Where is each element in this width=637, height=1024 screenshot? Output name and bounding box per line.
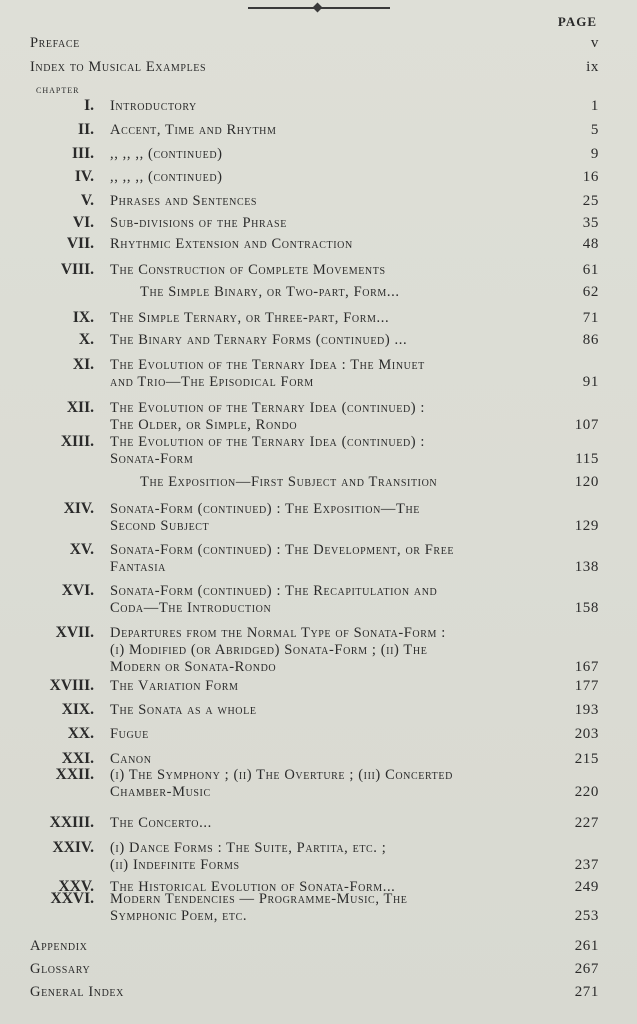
chapter-page-number: 237 <box>574 857 599 873</box>
chapter-title-line: Symphonic Poem, etc. <box>110 908 248 924</box>
chapter-number: XII. <box>66 399 94 416</box>
chapter-number: XXV. <box>58 878 94 895</box>
toc-entry-chapter <box>0 500 637 534</box>
chapter-title-line: The Concerto... <box>110 815 212 831</box>
toc-entry-chapter <box>0 701 637 718</box>
chapter-page-number: 35 <box>582 215 599 231</box>
chapter-title-line: The Older, or Simple, Rondo <box>110 417 298 433</box>
chapter-number: XX. <box>67 725 94 742</box>
chapter-title-line: Fugue <box>110 726 149 742</box>
toc-entry-chapter <box>0 433 637 467</box>
header-ornament <box>248 4 390 12</box>
chapter-title-line: Sub-divisions of the Phrase <box>110 215 287 231</box>
chapter-page-number: 167 <box>574 659 599 675</box>
chapter-page-number: 91 <box>582 374 599 390</box>
toc-entry-title: Index to Musical Examples <box>30 59 207 75</box>
chapter-number: XIV. <box>63 500 94 517</box>
chapter-page-number: 25 <box>582 193 599 209</box>
chapter-title-line: Chamber-Music <box>110 784 211 800</box>
chapter-title-line: (i) The Symphony ; (ii) The Overture ; (iii) Concerted <box>110 767 453 783</box>
chapter-number: V. <box>80 192 94 209</box>
chapter-number: XVI. <box>61 582 94 599</box>
chapter-number: XV. <box>69 541 94 558</box>
toc-entry-chapter <box>0 725 637 742</box>
chapter-title-line: The Simple Binary, or Two-part, Form... <box>140 284 400 300</box>
chapter-page-number: 5 <box>590 122 599 138</box>
toc-entry-chapter <box>0 214 637 231</box>
chapter-page-number: 1 <box>590 98 599 114</box>
chapter-page-number: 220 <box>574 784 599 800</box>
chapter-number: IV. <box>74 168 94 185</box>
chapter-number: XI. <box>72 356 94 373</box>
toc-entry-page: 261 <box>574 938 599 954</box>
chapter-title-line: ,, ,, ,, (continued) <box>110 169 223 185</box>
chapter-title-line: The Evolution of the Ternary Idea (continued) : <box>110 434 426 450</box>
toc-entry-page: 271 <box>574 984 599 1000</box>
toc-entry-chapter <box>0 331 637 348</box>
chapter-number: XXI. <box>61 750 94 767</box>
chapter-title-line: (i) Modified (or Abridged) Sonata-Form ; (ii) The <box>110 642 428 658</box>
chapter-page-number: 115 <box>575 451 599 467</box>
chapter-title-line: Introductory <box>110 98 197 114</box>
toc-entry-chapter <box>0 766 637 800</box>
chapter-title-line: The Binary and Ternary Forms (continued) ... <box>110 332 408 348</box>
toc-entry-chapter <box>0 541 637 575</box>
chapter-number: XVII. <box>55 624 94 641</box>
chapter-title-line: Sonata-Form (continued) : The Development, or Free <box>110 542 455 558</box>
chapter-title-line: Coda—The Introduction <box>110 600 272 616</box>
chapter-page-number: 227 <box>574 815 599 831</box>
chapter-number: XIX. <box>61 701 94 718</box>
toc-entry-chapter <box>0 890 637 924</box>
chapter-number: VIII. <box>60 261 94 278</box>
chapter-number: IX. <box>72 309 94 326</box>
toc-entry-chapter <box>0 309 637 326</box>
chapter-number: XXVI. <box>50 890 94 907</box>
toc-entry-chapter <box>0 750 637 767</box>
toc-entry-chapter <box>0 582 637 616</box>
toc-entry-chapter <box>0 677 637 694</box>
chapter-page-number: 48 <box>582 236 599 252</box>
chapter-number: X. <box>78 331 94 348</box>
chapter-number: VI. <box>72 214 94 231</box>
chapter-number: VII. <box>66 235 94 252</box>
chapter-page-number: 9 <box>590 146 599 162</box>
chapter-page-number: 86 <box>582 332 599 348</box>
chapter-title-line: The Sonata as a whole <box>110 702 257 718</box>
chapter-title-line: Phrases and Sentences <box>110 193 258 209</box>
toc-entry-title: Appendix <box>30 938 88 954</box>
chapter-title-line: (ii) Indefinite Forms <box>110 857 240 873</box>
toc-entry-chapter <box>0 97 637 114</box>
toc-entry-chapter <box>0 814 637 831</box>
chapter-title-line: The Evolution of the Ternary Idea (continued) : <box>110 400 426 416</box>
chapter-page-number: 71 <box>582 310 599 326</box>
toc-entry-title: Glossary <box>30 961 91 977</box>
chapter-title-line: The Simple Ternary, or Three-part, Form... <box>110 310 390 326</box>
chapter-page-number: 249 <box>574 879 599 895</box>
chapter-title-line: Sonata-Form (continued) : The Exposition—The <box>110 501 420 517</box>
chapter-title-line: The Exposition—First Subject and Transition <box>140 474 438 490</box>
chapter-title-line: Sonata-Form (continued) : The Recapitulation and <box>110 583 438 599</box>
chapter-title-line: The Historical Evolution of Sonata-Form... <box>110 879 396 895</box>
chapter-column-label: chapter <box>36 82 80 96</box>
chapter-title-line: ,, ,, ,, (continued) <box>110 146 223 162</box>
chapter-title-line: The Evolution of the Ternary Idea : The Minuet <box>110 357 425 373</box>
chapter-page-number: 138 <box>574 559 599 575</box>
chapter-title-line: Modern or Sonata-Rondo <box>110 659 277 675</box>
chapter-number: XXIII. <box>49 814 94 831</box>
toc-entry-title: General Index <box>30 984 124 1000</box>
toc-entry-page: 267 <box>574 961 599 977</box>
chapter-number: XVIII. <box>49 677 94 694</box>
toc-entry-chapter <box>0 473 637 490</box>
toc-entry-chapter <box>0 121 637 138</box>
chapter-page-number: 129 <box>574 518 599 534</box>
toc-entry-chapter <box>0 168 637 185</box>
chapter-number: III. <box>72 145 94 162</box>
chapter-number: I. <box>84 97 94 114</box>
toc-entry-page: ix <box>586 59 599 75</box>
chapter-page-number: 253 <box>574 908 599 924</box>
toc-entry-chapter <box>0 283 637 300</box>
chapter-title-line: and Trio—The Episodical Form <box>110 374 314 390</box>
chapter-page-number: 107 <box>574 417 599 433</box>
chapter-title-line: Second Subject <box>110 518 210 534</box>
chapter-number: XXIV. <box>52 839 94 856</box>
chapter-page-number: 62 <box>582 284 599 300</box>
toc-entry-chapter <box>0 145 637 162</box>
chapter-title-line: Rhythmic Extension and Contraction <box>110 236 353 252</box>
toc-entry-chapter <box>0 399 637 433</box>
chapter-number: II. <box>78 121 94 138</box>
chapter-page-number: 177 <box>574 678 599 694</box>
chapter-page-number: 203 <box>574 726 599 742</box>
chapter-page-number: 61 <box>582 262 599 278</box>
chapter-title-line: Sonata-Form <box>110 451 194 467</box>
toc-entry-title: Preface <box>30 35 80 51</box>
toc-entry-chapter <box>0 192 637 209</box>
toc-entry-chapter <box>0 839 637 873</box>
chapter-title-line: (i) Dance Forms : The Suite, Partita, etc. ; <box>110 840 387 856</box>
toc-entry-chapter <box>0 261 637 278</box>
chapter-number: XIII. <box>60 433 94 450</box>
toc-entry-chapter <box>0 356 637 390</box>
toc-entry-page: v <box>590 35 599 51</box>
toc-entry-chapter <box>0 235 637 252</box>
chapter-title-line: Modern Tendencies — Programme-Music, The <box>110 891 408 907</box>
chapter-number: XXII. <box>55 766 94 783</box>
chapter-page-number: 120 <box>574 474 599 490</box>
chapter-title-line: The Variation Form <box>110 678 239 694</box>
toc-entry-chapter <box>0 624 637 675</box>
chapter-title-line: Departures from the Normal Type of Sonata-Form : <box>110 625 446 641</box>
chapter-title-line: Fantasia <box>110 559 166 575</box>
page-column-label: PAGE <box>557 14 597 29</box>
chapter-page-number: 158 <box>574 600 599 616</box>
chapter-page-number: 16 <box>582 169 599 185</box>
chapter-title-line: Accent, Time and Rhythm <box>110 122 277 138</box>
chapter-page-number: 215 <box>574 751 599 767</box>
ornament-diamond-icon <box>313 3 323 13</box>
chapter-title-line: Canon <box>110 751 152 767</box>
chapter-title-line: The Construction of Complete Movements <box>110 262 386 278</box>
chapter-page-number: 193 <box>574 702 599 718</box>
